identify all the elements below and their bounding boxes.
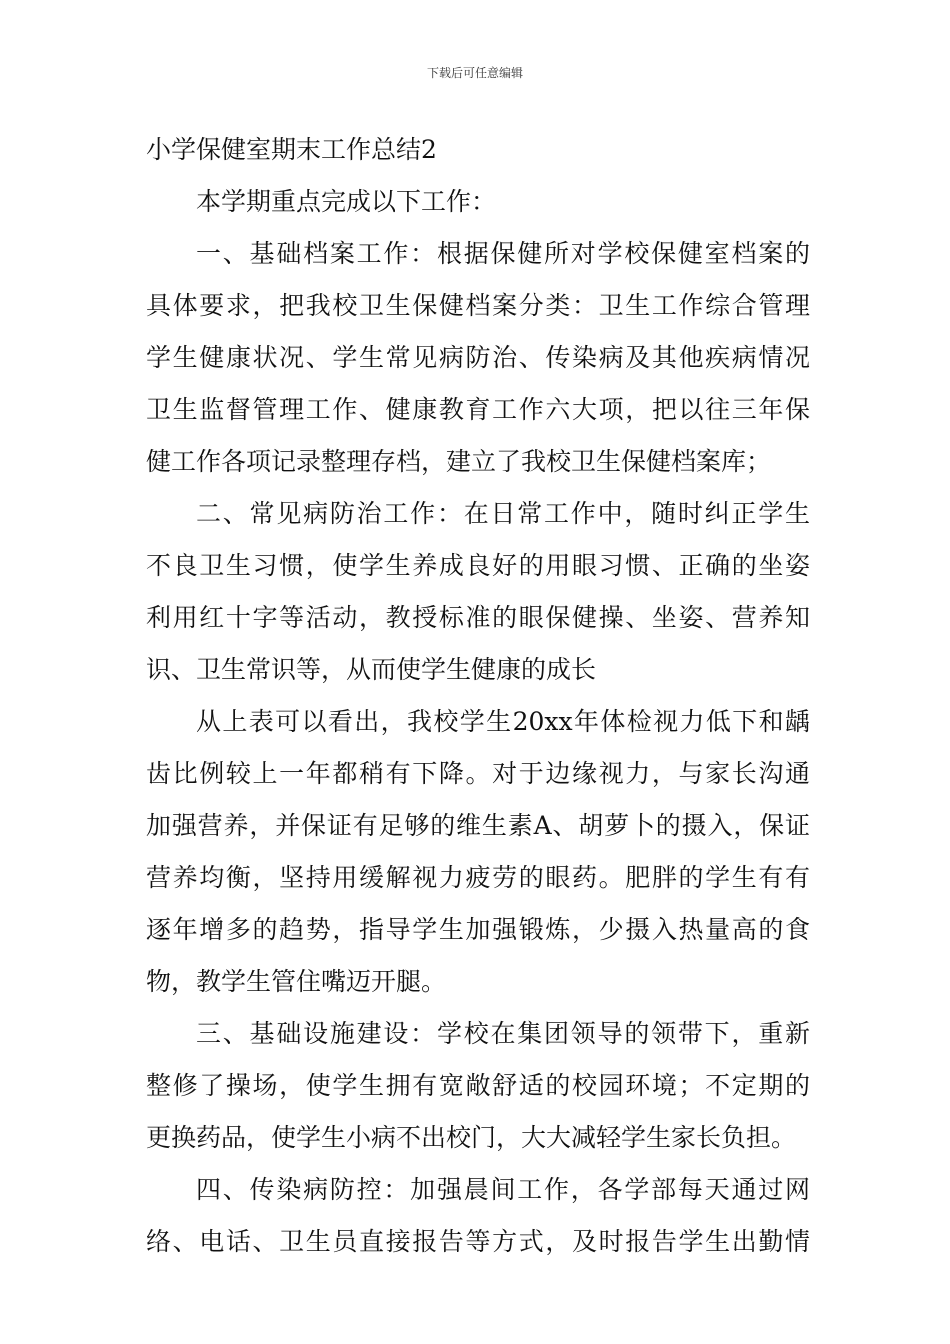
text-line: 本学期重点完成以下工作： [196, 187, 497, 216]
paragraph-infection-control [146, 1164, 810, 1268]
text-line: 整修了操场，使学生拥有宽敞舒适的校园环境；不定期的 [146, 1071, 810, 1100]
paragraph-infrastructure [146, 1008, 810, 1164]
header-note: 下载后可任意编辑 [426, 66, 523, 80]
paragraph-basic-records [146, 228, 810, 488]
text-line: 识、卫生常识等，从而使学生健康的成长 [146, 655, 597, 684]
text-line: 齿比例较上一年都稍有下降。对于边缘视力，与家长沟通 [146, 759, 810, 788]
text-line: 二、常见病防治工作：在日常工作中，随时纠正学生 [196, 499, 810, 528]
text-line: 学生健康状况、学生常见病防治、传染病及其他疾病情况 [146, 343, 810, 372]
document-body [146, 124, 810, 1268]
text-line: 络、电话、卫生员直接报告等方式，及时报告学生出勤情 [146, 1227, 810, 1256]
text-line: 不良卫生习惯，使学生养成良好的用眼习惯、正确的坐姿 [146, 551, 810, 580]
text-line: 利用红十字等活动，教授标准的眼保健操、坐姿、营养知 [146, 603, 810, 632]
paragraph-vision-results [146, 696, 810, 1008]
text-line: 营养均衡，坚持用缓解视力疲劳的眼药。肥胖的学生有有 [146, 863, 810, 892]
paragraph-intro [146, 176, 810, 228]
text-line: 三、基础设施建设：学校在集团领导的领带下，重新 [196, 1019, 810, 1048]
text-line: 从上表可以看出，我校学生20xx年体检视力低下和龋 [196, 707, 810, 736]
text-line: 加强营养，并保证有足够的维生素A、胡萝卜的摄入，保证 [146, 811, 810, 840]
text-line: 一、基础档案工作：根据保健所对学校保健室档案的 [196, 239, 810, 268]
text-line: 物，教学生管住嘴迈开腿。 [146, 967, 447, 996]
text-line: 卫生监督管理工作、健康教育工作六大项，把以往三年保 [146, 395, 810, 424]
text-line: 逐年增多的趋势，指导学生加强锻炼，少摄入热量高的食 [146, 915, 810, 944]
document-title: 小学保健室期末工作总结2 [146, 135, 437, 164]
text-line: 具体要求，把我校卫生保健档案分类：卫生工作综合管理 [146, 291, 810, 320]
text-line: 四、传染病防控：加强晨间工作，各学部每天通过网 [196, 1175, 810, 1204]
text-line: 健工作各项记录整理存档，建立了我校卫生保健档案库； [146, 447, 772, 476]
paragraph-disease-prevention [146, 488, 810, 696]
text-line: 更换药品，使学生小病不出校门，大大减轻学生家长负担。 [146, 1123, 797, 1152]
